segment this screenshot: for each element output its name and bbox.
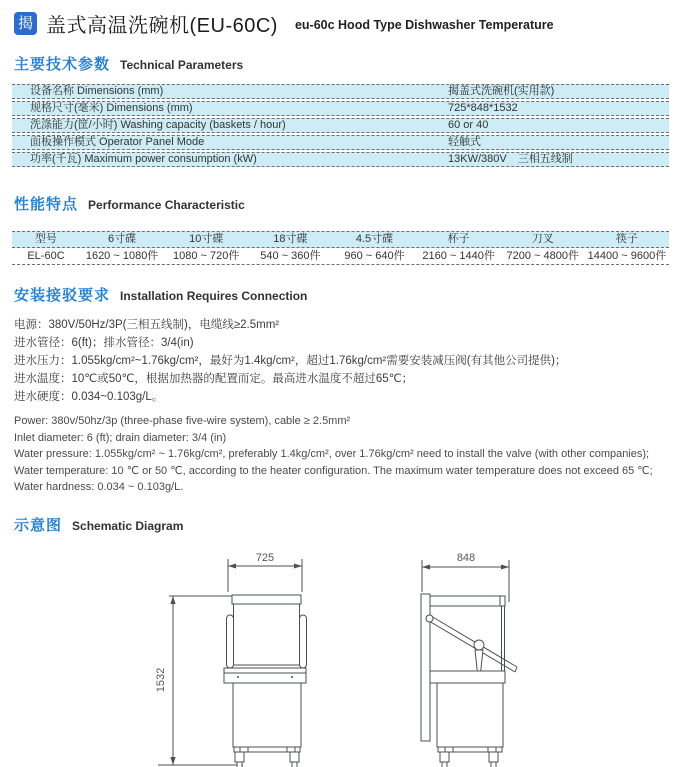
section-title-zh: 主要技术参数 <box>14 56 111 73</box>
spec-label: 功率(千瓦) Maximum power consumption (kW) <box>30 153 257 165</box>
section-heading-technical-parameters <box>14 53 680 74</box>
install-requirements-zh <box>14 316 680 406</box>
spec-label: 洗涤能力(筐/小时) Washing capacity (baskets / hour) <box>30 119 286 131</box>
spec-value: 揭盖式洗碗机(实用款) <box>448 85 555 97</box>
section-title-zh: 示意图 <box>14 516 63 534</box>
column-header: 6寸碟 <box>108 233 137 245</box>
performance-table <box>12 231 669 265</box>
schematic-front-view <box>155 552 307 767</box>
install-line: Power: 380v/50hz/3p (three-phase five-wire system), cable ≥ 2.5mm² <box>14 415 351 427</box>
table-row <box>12 84 669 99</box>
section-title-en: Performance Characteristic <box>88 198 245 212</box>
schematic-side-view <box>421 552 517 767</box>
column-header: 杯子 <box>447 233 470 245</box>
spec-label: 规格尺寸(毫米) Dimensions (mm) <box>30 102 193 114</box>
section-title-en: Installation Requires Connection <box>120 289 308 303</box>
page-header <box>0 0 680 36</box>
section-title-en: Schematic Diagram <box>72 518 184 533</box>
column-header: 刀叉 <box>531 233 554 245</box>
spec-value: 轻触式 <box>448 136 481 148</box>
spec-value: 60 or 40 <box>448 119 489 131</box>
install-line: 进水温度：10℃或50℃，根据加热器的配置而定。最高进水温度不超过65℃； <box>14 373 414 385</box>
section-heading-installation <box>14 284 680 305</box>
table-cell: 960 ~ 640件 <box>344 250 405 262</box>
dim-height-label: 1532 <box>155 667 167 692</box>
table-cell: 1080 ~ 720件 <box>173 250 240 262</box>
schematic-diagram <box>0 537 680 767</box>
column-header: 型号 <box>35 233 57 245</box>
schematic-svg <box>0 537 680 767</box>
install-line: 进水硬度：0.034~0.103g/L。 <box>14 391 164 403</box>
table-cell: 2160 ~ 1440件 <box>422 250 495 262</box>
install-line: Water hardness: 0.034 ~ 0.103g/L. <box>14 481 184 493</box>
section-title-zh: 性能特点 <box>14 196 79 213</box>
install-line: 进水管径：6(ft)；排水管径：3/4(in) <box>14 337 194 349</box>
table-row <box>12 152 669 167</box>
tech-params-table <box>12 84 669 167</box>
install-line: Inlet diameter: 6 (ft); drain diameter: 3/4 (in) <box>14 431 227 444</box>
install-line: 电源：380V/50Hz/3P(三相五线制)，电缆线≥2.5mm² <box>14 319 280 331</box>
table-row <box>12 118 669 133</box>
install-line: 进水压力：1.055kg/cm²~1.76kg/cm²，最好为1.4kg/cm²，超过1.76kg/cm²需要安装减压阀(有其他公司提供)； <box>14 355 567 367</box>
table-cell: 14400 ~ 9600件 <box>587 250 667 262</box>
column-header: 10寸碟 <box>189 233 224 245</box>
section-heading-performance <box>14 193 680 214</box>
column-header: 4.5寸碟 <box>355 233 394 245</box>
install-line: Water pressure: 1.055kg/cm² ~ 1.76kg/cm², preferably 1.4kg/cm², over 1.76kg/cm² need to install the valve (with other companies); <box>14 448 650 460</box>
install-line: Water temperature: 10 ℃ or 50 ℃, according to the heater configuration. The maximum water temperature does not exceed 65 ℃; <box>14 464 653 477</box>
spec-value: 13KW/380V 三相五线制 <box>448 153 573 165</box>
section-heading-schematic <box>14 514 680 535</box>
column-header: 18寸碟 <box>273 233 308 245</box>
table-row <box>12 248 669 265</box>
table-cell: 540 ~ 360件 <box>260 250 321 262</box>
table-cell: 1620 ~ 1080件 <box>85 250 159 262</box>
table-cell: 7200 ~ 4800件 <box>506 250 580 262</box>
spec-label: 设备名称 Dimensions (mm) <box>30 85 164 97</box>
spec-value: 725*848*1532 <box>448 102 518 114</box>
table-header-row <box>12 231 669 248</box>
section-title-en: Technical Parameters <box>120 58 244 72</box>
install-requirements-en <box>14 413 680 496</box>
spec-label: 面板操作模式 Operator Panel Mode <box>30 136 205 148</box>
table-row <box>12 135 669 150</box>
dim-width-label: 725 <box>255 551 275 564</box>
section-title-zh: 安装接驳要求 <box>14 287 111 304</box>
page-title: 盖式高温洗碗机(EU-60C) <box>46 15 278 37</box>
table-row <box>12 101 669 116</box>
dim-depth-label: 848 <box>456 551 476 564</box>
column-header: 筷子 <box>615 233 638 245</box>
page-subtitle: eu-60c Hood Type Dishwasher Temperature <box>294 18 554 32</box>
brand-icon: 揭 <box>14 12 37 35</box>
table-cell: EL-60C <box>27 250 65 262</box>
